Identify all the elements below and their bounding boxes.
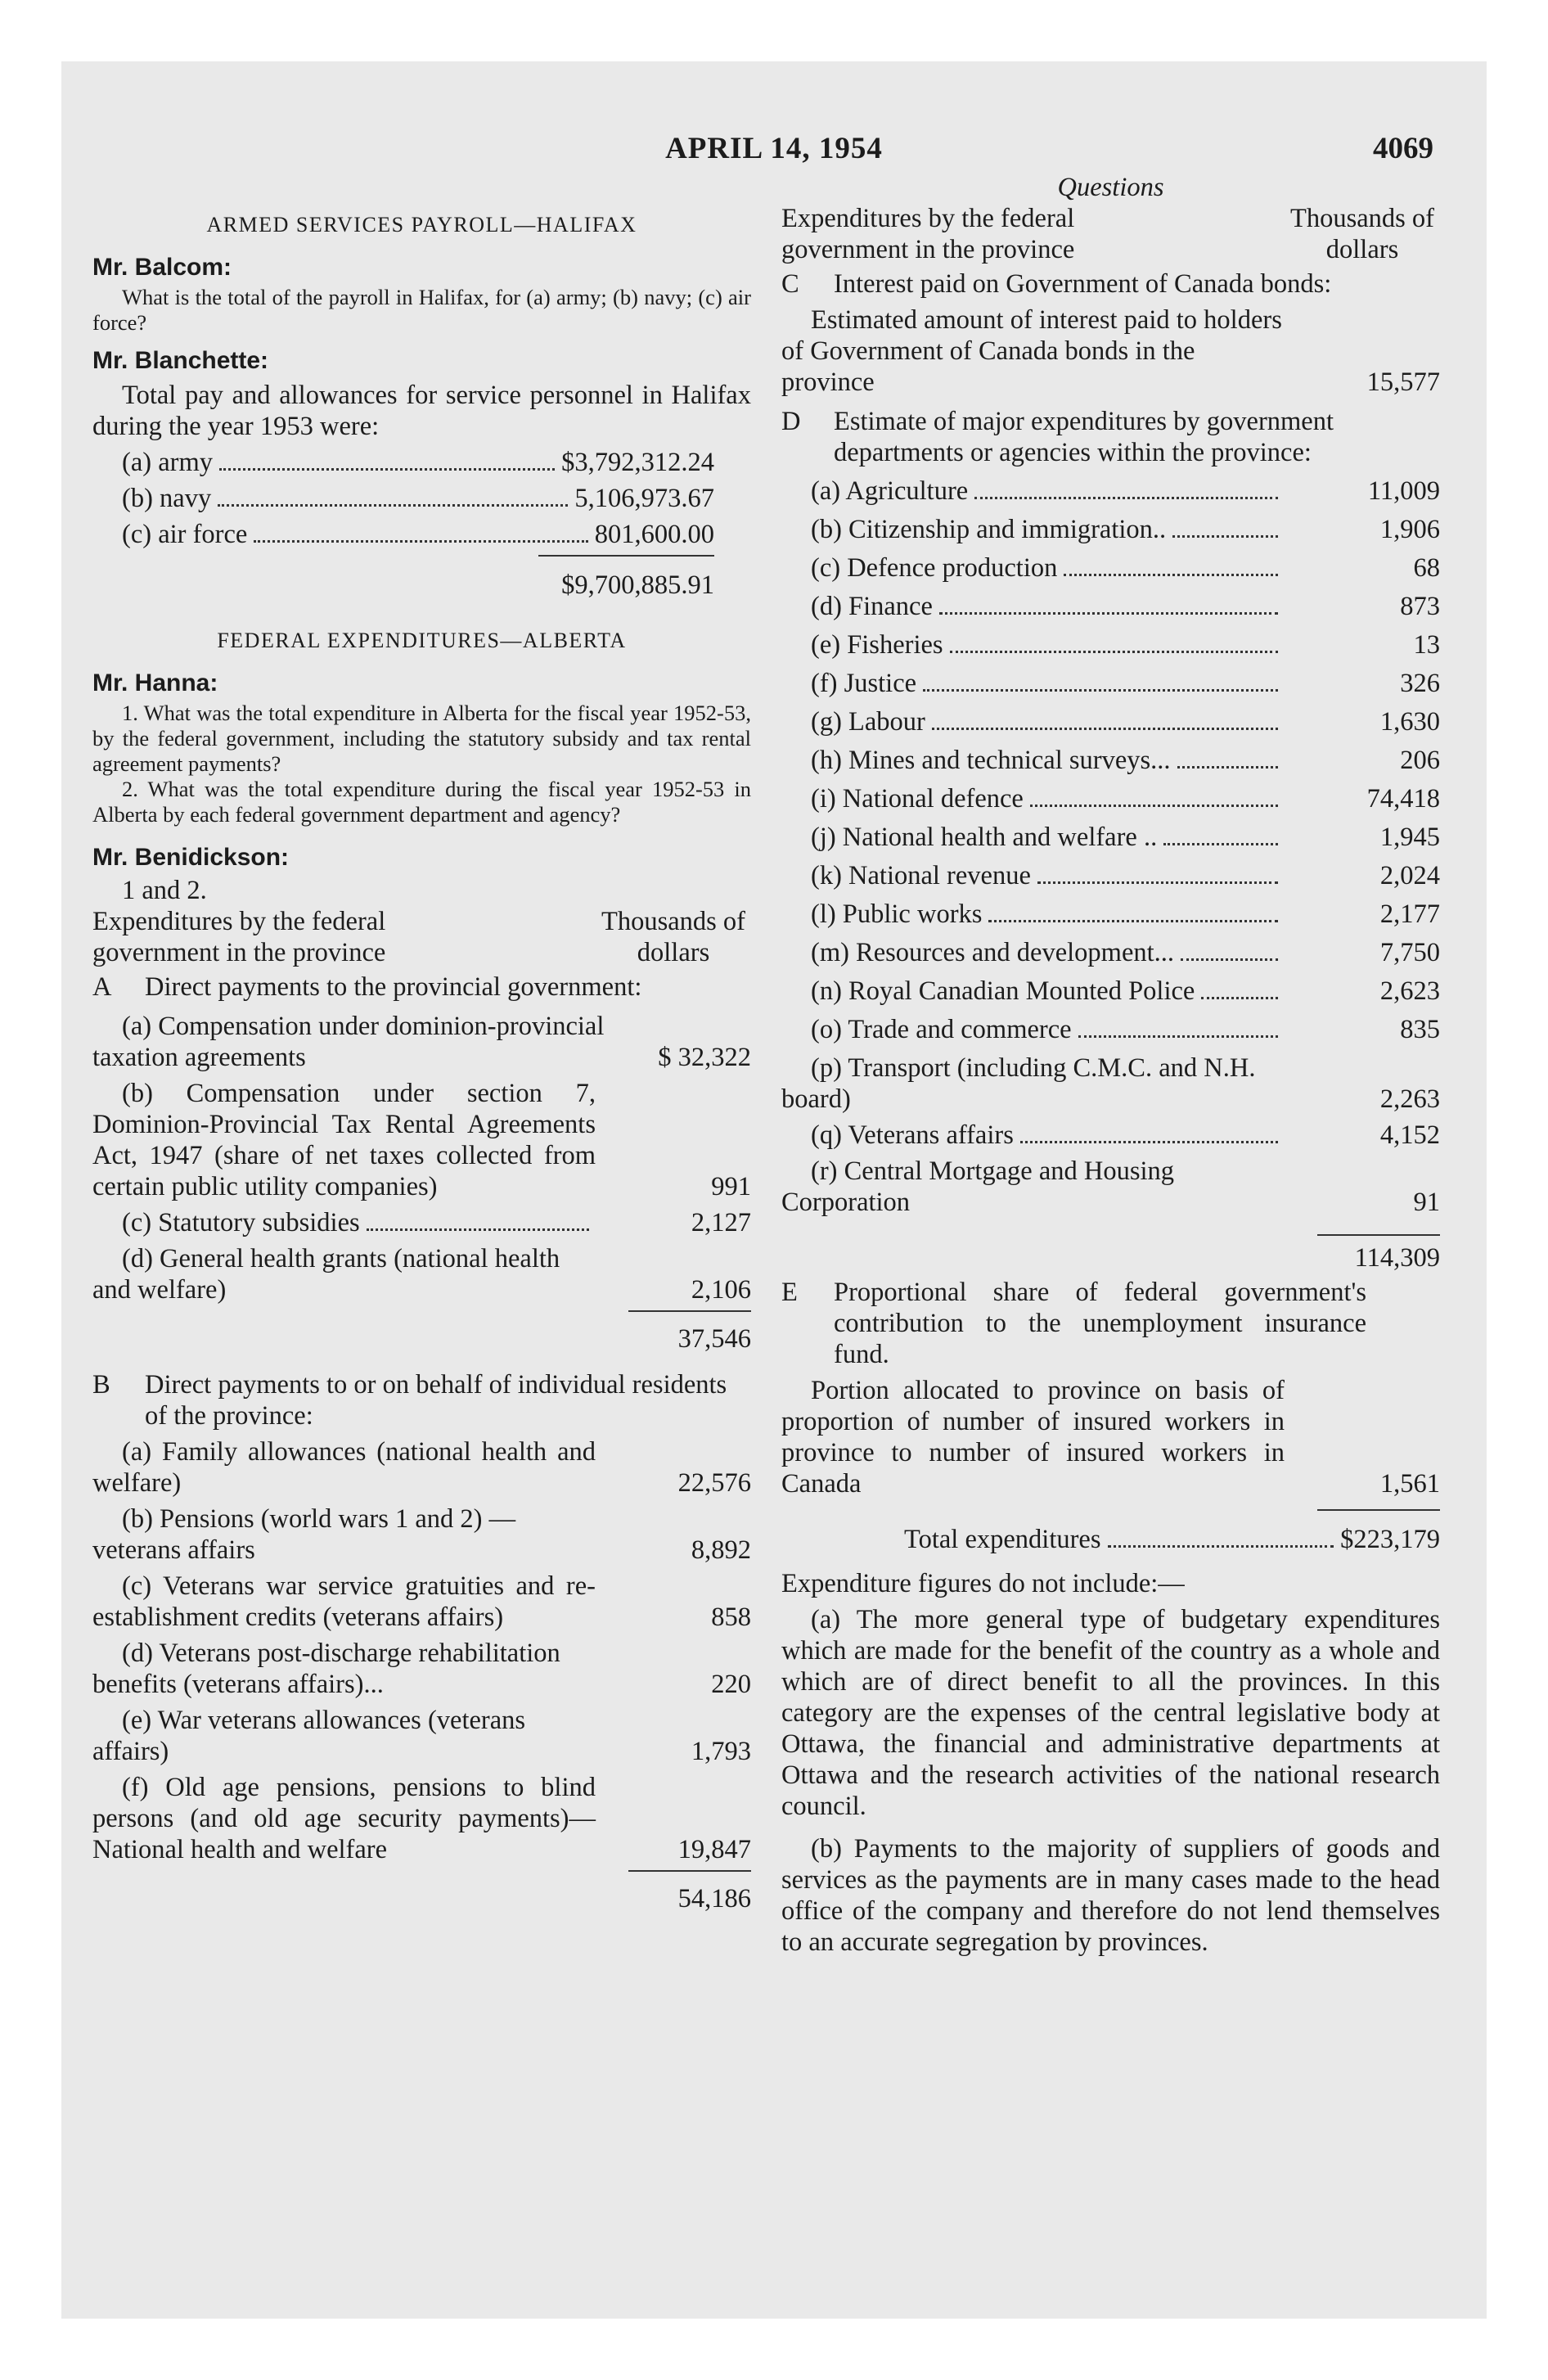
- speaker-hanna: Mr. Hanna:: [92, 669, 218, 696]
- item-amount: 11,009: [1367, 476, 1440, 506]
- table-header: [781, 203, 1440, 265]
- list-item: [781, 860, 1440, 891]
- list-item: [781, 1014, 1440, 1045]
- list-item: [92, 1772, 751, 1865]
- question-alberta-2: 2. What was the total expenditure during the fiscal year 1952-53 in Alberta by each federal government department and agency?: [92, 777, 751, 827]
- item-amount: 91: [1413, 1188, 1440, 1217]
- speaker-blanchette: Mr. Blanchette:: [92, 347, 269, 374]
- section-letter: C: [781, 269, 799, 299]
- item-amount: 326: [1400, 669, 1440, 698]
- left-column: [92, 188, 751, 1914]
- item-text: (o) Trade and commerce: [811, 1015, 1072, 1044]
- list-item: [781, 899, 1440, 930]
- section-b-items: [92, 1436, 751, 1914]
- item-text: (l) Public works: [811, 899, 983, 929]
- item-amount: 1,906: [1379, 515, 1440, 544]
- list-item: [781, 1375, 1440, 1499]
- list-item: [781, 783, 1440, 814]
- section-b: [92, 1369, 751, 1431]
- answer-ref: 1 and 2.: [122, 876, 207, 905]
- section-letter: B: [92, 1370, 110, 1400]
- section-c: [781, 268, 1440, 300]
- page-number: 4069: [1373, 132, 1433, 165]
- payroll-row: [92, 519, 714, 550]
- list-item: [781, 629, 1440, 660]
- item-text: (c) Statutory subsidies: [122, 1208, 360, 1237]
- item-amount: 1,630: [1379, 707, 1440, 737]
- item-amount: 835: [1400, 1015, 1440, 1044]
- item-amount: 68: [1413, 553, 1440, 583]
- item-amount: 873: [1400, 592, 1440, 621]
- right-column: [781, 172, 1440, 1963]
- section-a-items: [92, 1011, 751, 1355]
- item-text: (f) Old age pensions, pensions to blind persons (and old age security payments)—National health and welfare: [92, 1773, 596, 1864]
- note-b: (b) Payments to the majority of suppliers of goods and services as the payments are in many cases made to the head office of the company and therefore do not lend themselves to an accurate segregation by provinces.: [781, 1834, 1440, 1957]
- list-item: [92, 1011, 751, 1073]
- section-d-total: 114,309: [1354, 1243, 1440, 1273]
- section-title: Interest paid on Government of Canada bonds:: [834, 269, 1332, 299]
- payroll-row: [92, 483, 714, 514]
- list-item: [92, 1078, 751, 1202]
- item-text: (g) Labour: [811, 707, 925, 737]
- item-text: (b) Citizenship and immigration..: [811, 515, 1167, 544]
- item-text: (d) Finance: [811, 592, 933, 621]
- item-text: (d) General health grants (national health and welfare): [92, 1244, 560, 1305]
- list-item: [92, 1705, 751, 1767]
- payroll-label: (b) navy: [122, 484, 212, 513]
- item-text: (d) Veterans post-discharge rehabilitation benefits (veterans affairs)...: [92, 1639, 560, 1699]
- item-amount: 991: [711, 1172, 751, 1201]
- item-amount: 858: [711, 1602, 751, 1632]
- item-text: (k) National revenue: [811, 861, 1031, 890]
- item-text: Portion allocated to province on basis of proportion of number of insured workers in province to number of insured workers in Canada: [781, 1376, 1285, 1499]
- item-amount: 2,177: [1379, 899, 1440, 929]
- item-amount: $ 32,322: [658, 1043, 751, 1072]
- section-letter: A: [92, 972, 112, 1002]
- speaker-balcom: Mr. Balcom:: [92, 254, 232, 281]
- payroll-label: (a) army: [122, 448, 213, 477]
- item-amount: 220: [711, 1670, 751, 1699]
- section-heading-payroll: ARMED SERVICES PAYROLL—HALIFAX: [206, 213, 637, 237]
- list-item: [781, 1120, 1440, 1151]
- grand-total-row: [781, 1524, 1440, 1555]
- item-amount: 19,847: [677, 1835, 751, 1864]
- table-head-left: Expenditures by the federal government in the province: [92, 907, 386, 967]
- item-text: (e) Fisheries: [811, 630, 943, 660]
- section-e: [781, 1277, 1440, 1370]
- notes-intro: Expenditure figures do not include:—: [781, 1569, 1185, 1598]
- list-item: [92, 1638, 751, 1700]
- item-text: (p) Transport (including C.M.C. and N.H. board): [781, 1053, 1256, 1114]
- rule: [781, 1509, 1440, 1511]
- section-letter: E: [781, 1278, 798, 1307]
- item-text: (b) Compensation under section 7, Dominion-Provincial Tax Rental Agreements Act, 1947 (share of net taxes collected from certain public utility companies): [92, 1079, 596, 1201]
- item-text: (c) Defence production: [811, 553, 1058, 583]
- table-head-right: Thousands of dollars: [601, 907, 746, 967]
- section-d: [781, 406, 1440, 468]
- item-amount: 2,024: [1379, 861, 1440, 890]
- list-item: [781, 304, 1440, 398]
- rule: [781, 1234, 1440, 1236]
- section-b-total: 54,186: [677, 1884, 751, 1913]
- item-text: (r) Central Mortgage and Housing Corporation: [781, 1156, 1175, 1217]
- page-date: APRIL 14, 1954: [665, 132, 883, 165]
- item-amount: 4,152: [1379, 1120, 1440, 1150]
- payroll-amount: $3,792,312.24: [561, 448, 714, 477]
- payroll-amount: 5,106,973.67: [574, 484, 714, 513]
- payroll-label: (c) air force: [122, 520, 248, 549]
- list-item: [92, 1436, 751, 1499]
- item-text: (j) National health and welfare ..: [811, 823, 1158, 852]
- item-amount: 7,750: [1379, 938, 1440, 967]
- item-amount: 2,127: [691, 1208, 751, 1237]
- speaker-benidickson: Mr. Benidickson:: [92, 844, 290, 871]
- rule: [92, 1310, 751, 1312]
- note-a: (a) The more general type of budgetary expenditures which are made for the benefit of the country as a whole and which are of direct benefit to all the provinces. In this category are the expenses of the central legislative body at Ottawa, the financial and administrative departments at Ottawa and the research activities of the national research council.: [781, 1605, 1440, 1821]
- item-text: (c) Veterans war service gratuities and re-establishment credits (veterans affairs): [92, 1571, 596, 1632]
- list-item: [781, 745, 1440, 776]
- item-amount: 22,576: [677, 1468, 751, 1498]
- list-item: [781, 1156, 1440, 1218]
- list-item: [781, 937, 1440, 968]
- item-amount: 1,793: [691, 1737, 751, 1766]
- list-item: [92, 1571, 751, 1633]
- list-item: [92, 1243, 751, 1305]
- list-item: [781, 668, 1440, 699]
- table-header: [92, 906, 751, 968]
- table-head-left: Expenditures by the federal government in the province: [781, 204, 1075, 264]
- item-amount: 2,106: [691, 1275, 751, 1305]
- grand-total-amount: $223,179: [1340, 1525, 1440, 1554]
- item-text: (a) Agriculture: [811, 476, 969, 506]
- section-title: Direct payments to the provincial government:: [145, 972, 642, 1002]
- payroll-list: [92, 447, 714, 601]
- item-amount: 15,577: [1366, 367, 1440, 397]
- section-letter: D: [781, 407, 801, 436]
- list-item: [781, 822, 1440, 853]
- item-text: (n) Royal Canadian Mounted Police: [811, 976, 1195, 1006]
- list-item: [781, 706, 1440, 737]
- section-title: Estimate of major expenditures by government departments or agencies within the province:: [834, 407, 1334, 467]
- item-text: (i) National defence: [811, 784, 1024, 814]
- questions-label: Questions: [1057, 173, 1164, 202]
- payroll-row: [92, 447, 714, 478]
- payroll-amount: 801,600.00: [594, 520, 714, 549]
- item-text: Estimated amount of interest paid to holders of Government of Canada bonds in the province: [781, 305, 1282, 397]
- list-item: [781, 1053, 1440, 1115]
- item-text: (a) Compensation under dominion-provincial taxation agreements: [92, 1012, 605, 1072]
- section-title: Direct payments to or on behalf of individual residents of the province:: [145, 1370, 727, 1431]
- item-amount: 13: [1413, 630, 1440, 660]
- item-amount: 1,561: [1379, 1469, 1440, 1499]
- item-amount: 8,892: [691, 1535, 751, 1565]
- list-item: [92, 1503, 751, 1566]
- item-text: (h) Mines and technical surveys...: [811, 746, 1171, 775]
- section-d-items: [781, 476, 1440, 1045]
- list-item: [92, 1207, 751, 1238]
- rule: [92, 1870, 751, 1872]
- list-item: [781, 552, 1440, 584]
- answer-intro: Total pay and allowances for service personnel in Halifax during the year 1953 were:: [92, 381, 751, 441]
- item-text: (f) Justice: [811, 669, 917, 698]
- section-a-total: 37,546: [677, 1324, 751, 1354]
- table-head-right: Thousands of dollars: [1289, 204, 1435, 264]
- item-text: (a) Family allowances (national health and welfare): [92, 1437, 596, 1498]
- item-amount: 206: [1400, 746, 1440, 775]
- question-payroll: What is the total of the payroll in Halifax, for (a) army; (b) navy; (c) air force?: [92, 285, 751, 335]
- list-item: [781, 591, 1440, 622]
- item-amount: 2,623: [1379, 976, 1440, 1006]
- section-a: [92, 971, 751, 1003]
- rule: [92, 555, 714, 557]
- item-amount: 1,945: [1379, 823, 1440, 852]
- list-item: [781, 476, 1440, 507]
- list-item: [781, 976, 1440, 1007]
- section-title: Proportional share of federal government's contribution to the unemployment insurance fund.: [834, 1278, 1366, 1369]
- question-alberta-1: 1. What was the total expenditure in Alberta for the fiscal year 1952-53, by the federal government, including the statutory subsidy and tax rental agreement payments?: [92, 701, 751, 776]
- item-text: (m) Resources and development...: [811, 938, 1175, 967]
- item-text: (b) Pensions (world wars 1 and 2) —veterans affairs: [92, 1504, 516, 1565]
- payroll-total: $9,700,885.91: [561, 570, 714, 600]
- item-text: (e) War veterans allowances (veterans affairs): [92, 1706, 526, 1766]
- item-amount: 74,418: [1366, 784, 1440, 814]
- item-text: (q) Veterans affairs: [811, 1120, 1014, 1150]
- grand-total-label: Total expenditures: [904, 1525, 1101, 1554]
- item-amount: 2,263: [1379, 1084, 1440, 1114]
- list-item: [781, 514, 1440, 545]
- section-heading-alberta: FEDERAL EXPENDITURES—ALBERTA: [217, 629, 627, 652]
